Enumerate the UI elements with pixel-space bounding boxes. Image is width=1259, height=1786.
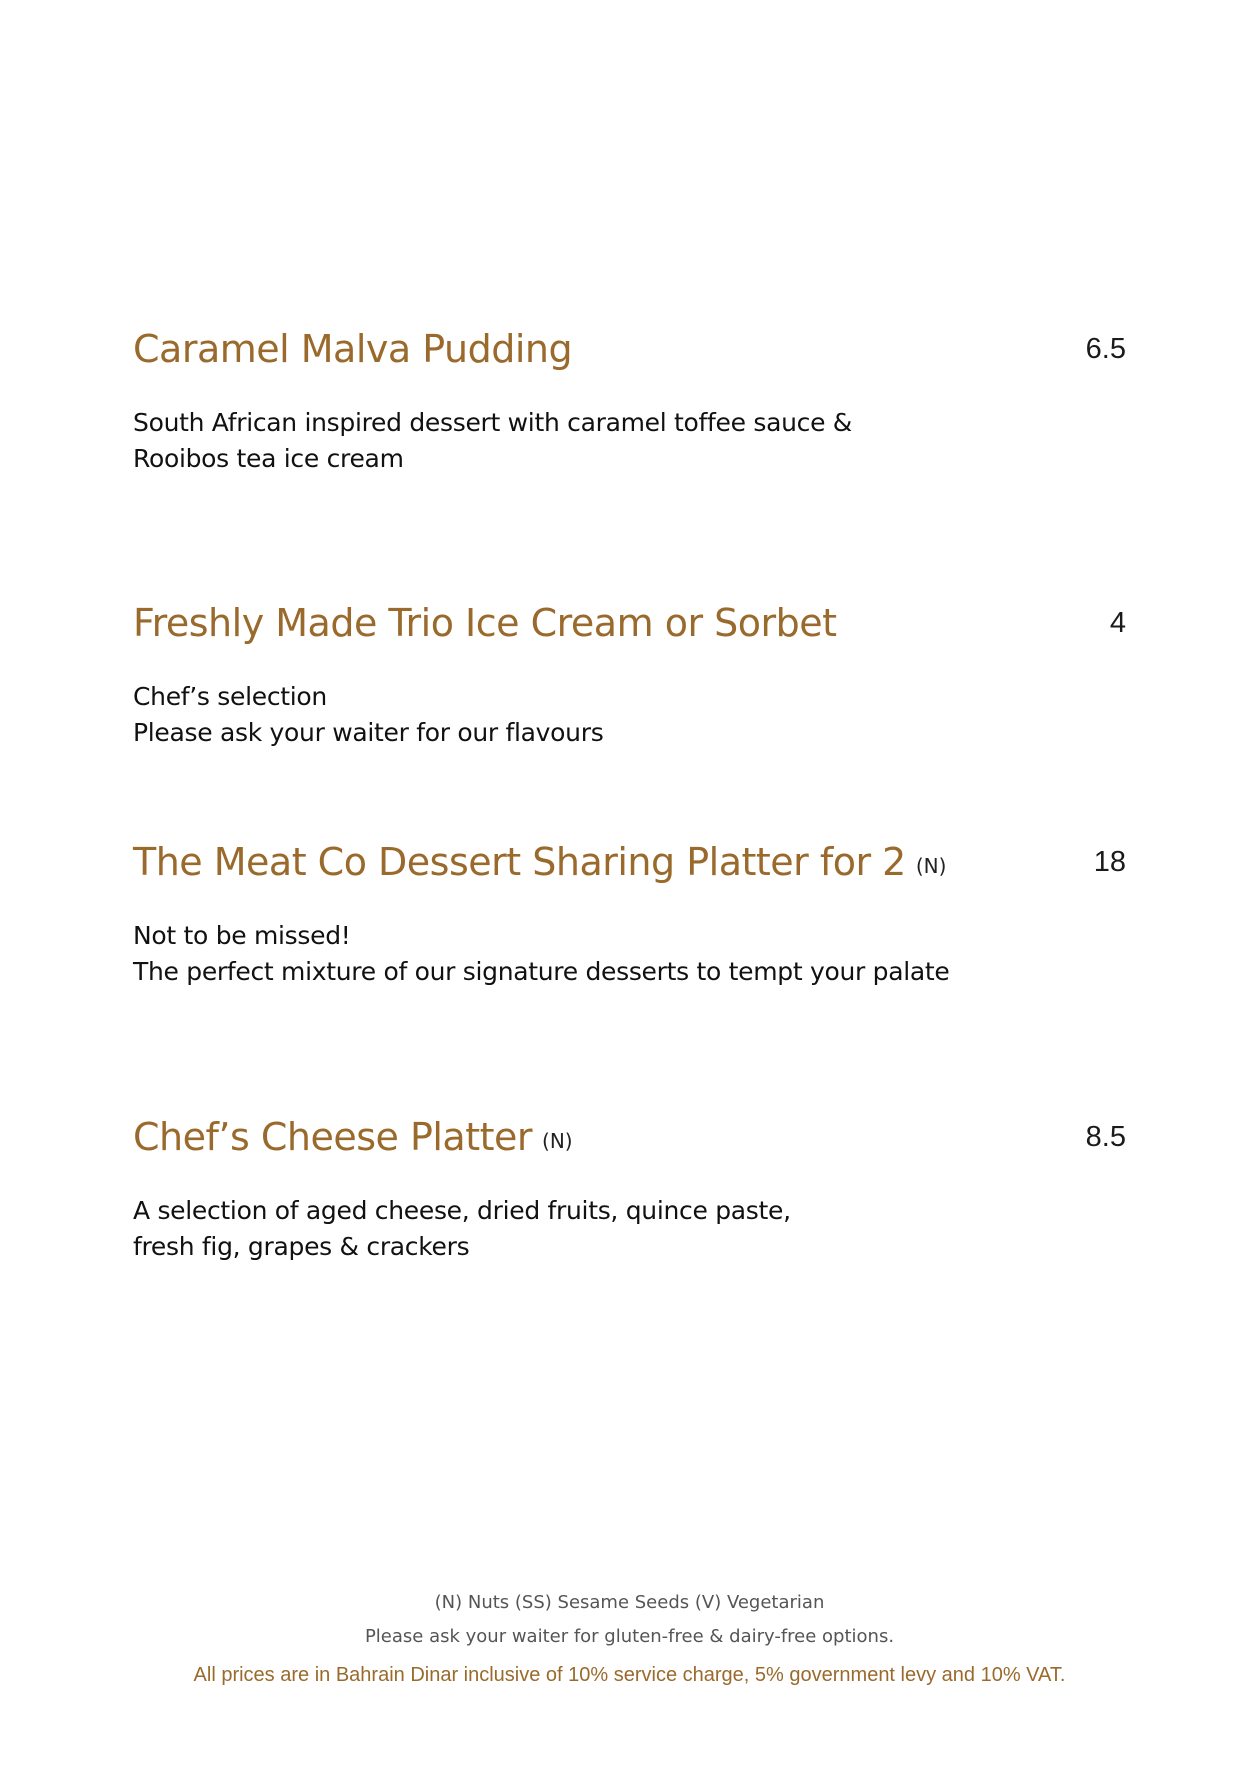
item-title bbox=[133, 838, 946, 890]
item-title-text: Caramel Malva Pudding bbox=[133, 327, 573, 371]
item-description bbox=[133, 679, 603, 751]
item-title bbox=[133, 599, 837, 647]
item-title bbox=[133, 325, 572, 373]
item-description-line: South African inspired dessert with caramel toffee sauce & bbox=[133, 408, 853, 437]
item-title bbox=[133, 1113, 573, 1165]
item-title-text: Freshly Made Trio Ice Cream or Sorbet bbox=[133, 601, 837, 645]
item-title-text: Chef’s Cheese Platter bbox=[133, 1115, 533, 1159]
allergen-tag: (N) bbox=[915, 854, 947, 878]
item-price: 4 bbox=[1109, 607, 1126, 639]
item-description-line: Please ask your waiter for our flavours bbox=[133, 718, 604, 747]
item-description bbox=[133, 405, 852, 477]
item-description-line: fresh fig, grapes & crackers bbox=[133, 1232, 470, 1261]
item-description-line: Not to be missed! bbox=[133, 921, 351, 950]
item-price: 18 bbox=[1093, 846, 1126, 878]
allergen-legend: (N) Nuts (SS) Sesame Seeds (V) Vegetarian bbox=[434, 1592, 825, 1613]
item-price: 6.5 bbox=[1085, 333, 1126, 365]
item-price: 8.5 bbox=[1085, 1121, 1126, 1153]
item-description-line: Chef’s selection bbox=[133, 682, 327, 711]
item-title-text: The Meat Co Dessert Sharing Platter for 2 bbox=[133, 840, 906, 884]
item-description-line: A selection of aged cheese, dried fruits, quince paste, bbox=[133, 1196, 791, 1225]
dietary-note: Please ask your waiter for gluten-free & dairy-free options. bbox=[364, 1626, 895, 1647]
prices-note: All prices are in Bahrain Dinar inclusive of 10% service charge, 5% government levy and 10% VAT. bbox=[193, 1664, 1066, 1686]
item-description-line: Rooibos tea ice cream bbox=[133, 444, 404, 473]
item-description bbox=[133, 918, 950, 990]
item-description bbox=[133, 1193, 791, 1265]
item-description-line: The perfect mixture of our signature desserts to tempt your palate bbox=[133, 957, 950, 986]
allergen-tag: (N) bbox=[542, 1129, 573, 1153]
